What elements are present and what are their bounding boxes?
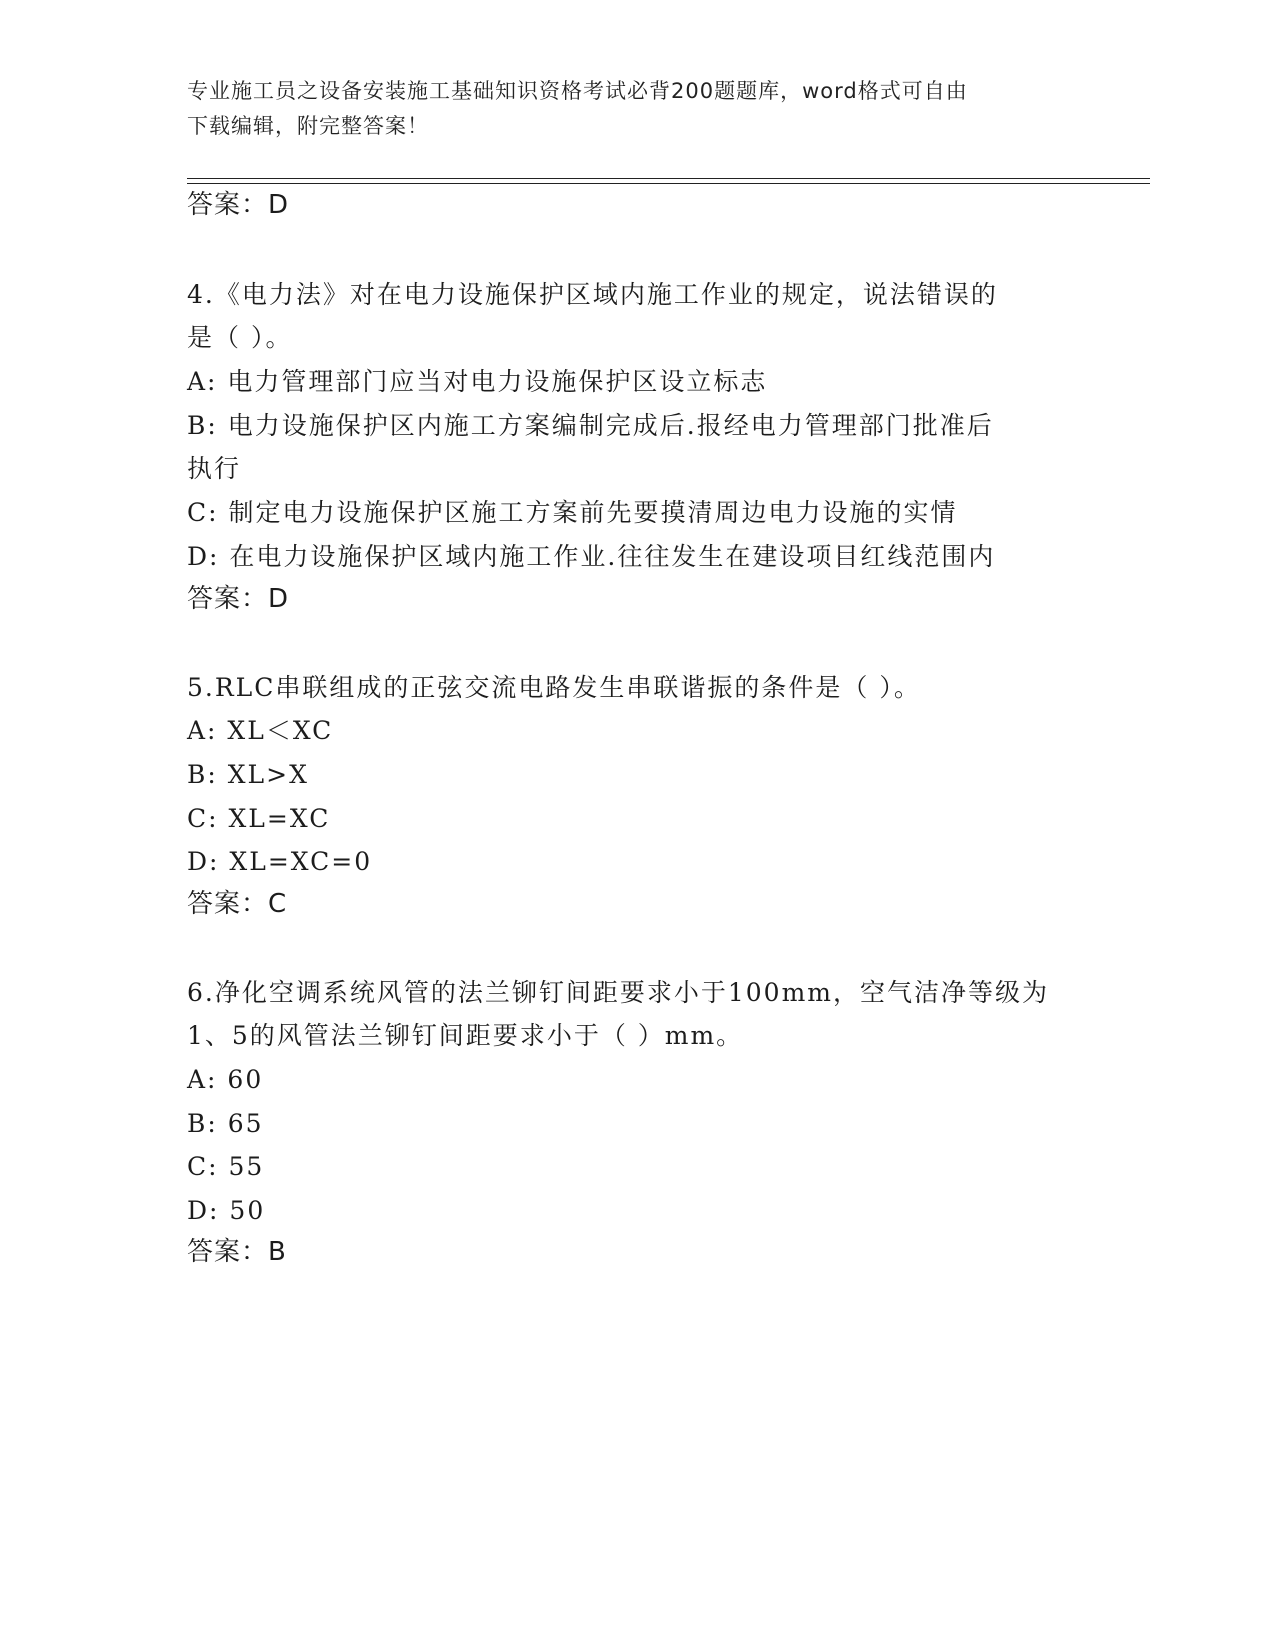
question-4-option-d: D: 在电力设施保护区域内施工作业.往往发生在建设项目红线范围内 — [187, 542, 996, 571]
question-5-stem: 5.RLC串联组成的正弦交流电路发生串联谐振的条件是（ ）。 — [187, 673, 921, 702]
header-divider-bottom — [187, 183, 1150, 184]
question-6-option-d: D: 50 — [187, 1196, 266, 1225]
header-divider-top — [187, 178, 1150, 179]
question-4-stem-line-2: 是（ ）。 — [187, 323, 293, 352]
question-4-stem-line-1: 4.《电力法》对在电力设施保护区域内施工作业的规定，说法错误的 — [187, 280, 998, 309]
header-line-2: 下载编辑，附完整答案！ — [187, 114, 429, 138]
question-4-answer: 答案：D — [187, 584, 290, 614]
question-5-option-b: B: XL>X — [187, 760, 309, 789]
question-6-answer: 答案：B — [187, 1237, 287, 1267]
question-6-stem-line-2: 1、5的风管法兰铆钉间距要求小于（ ）mm。 — [187, 1021, 744, 1050]
question-5-option-c: C: XL=XC — [187, 804, 331, 833]
question-5-answer: 答案：C — [187, 889, 288, 919]
question-6-option-b: B: 65 — [187, 1109, 264, 1138]
previous-answer: 答案：D — [187, 190, 290, 220]
question-4-option-b-line-1: B: 电力设施保护区内施工方案编制完成后.报经电力管理部门批准后 — [187, 411, 994, 440]
question-6-stem-line-1: 6.净化空调系统风管的法兰铆钉间距要求小于100mm，空气洁净等级为 — [187, 978, 1049, 1007]
question-4-option-a: A: 电力管理部门应当对电力设施保护区设立标志 — [187, 367, 768, 396]
question-6-option-c: C: 55 — [187, 1152, 265, 1181]
question-4-option-c: C: 制定电力设施保护区施工方案前先要摸清周边电力设施的实情 — [187, 498, 958, 527]
question-4-option-b-line-2: 执行 — [187, 454, 242, 483]
document-header — [187, 74, 1067, 144]
question-5-option-d: D: XL=XC=0 — [187, 847, 373, 876]
question-6-option-a: A: 60 — [187, 1065, 264, 1094]
header-line-1: 专业施工员之设备安装施工基础知识资格考试必背200题题库，word格式可自由 — [187, 79, 968, 103]
question-5-option-a: A: XL＜XC — [187, 716, 334, 745]
